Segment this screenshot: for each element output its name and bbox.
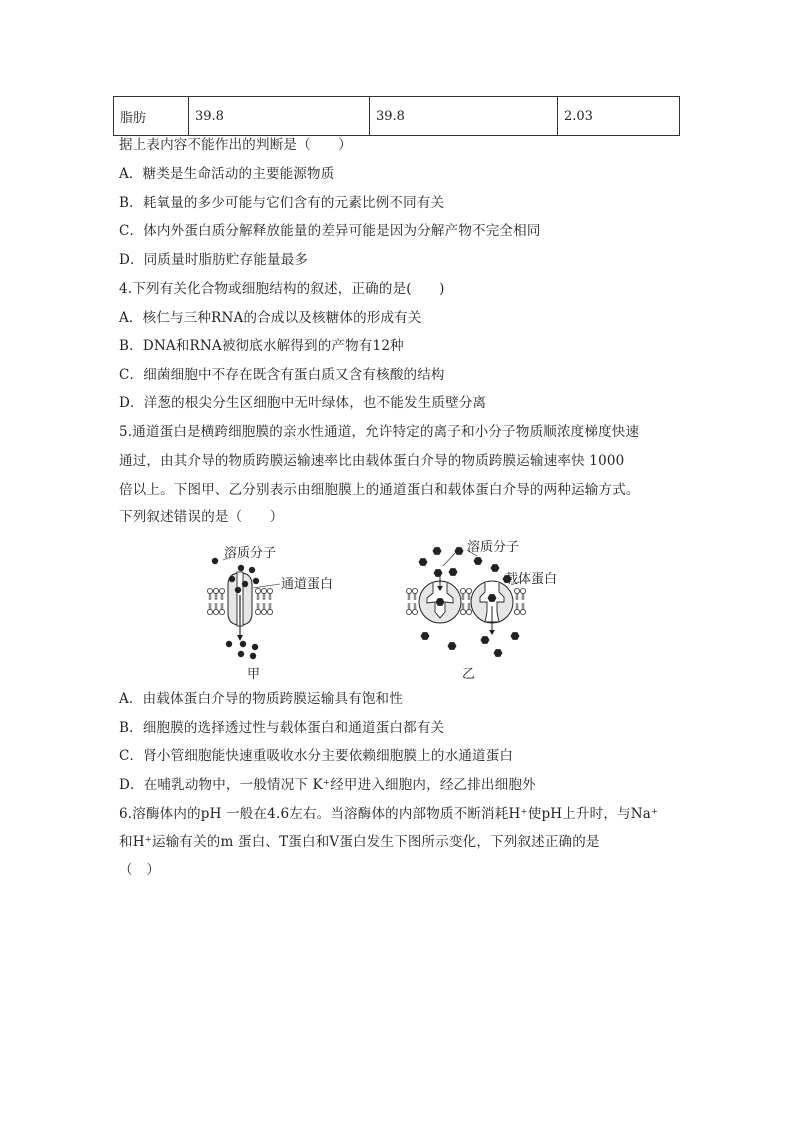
phospholipid-head [460, 588, 465, 600]
phospholipid-head [406, 603, 411, 615]
q5-option-d: D．在哺乳动物中，一般情况下 K⁺经甲进入细胞内，经乙排出细胞外 [119, 777, 536, 793]
phospholipid-head [261, 603, 266, 615]
q4-option-c: C．细菌细胞中不存在既含有蛋白质又含有核酸的结构 [119, 367, 445, 383]
transport-figure [195, 540, 565, 685]
nutrient-table [113, 96, 680, 136]
phospholipid-head [213, 588, 218, 600]
q3-stem: 据上表内容不能作出的判断是（ ） [119, 137, 352, 153]
phospholipid-head [406, 588, 411, 600]
phospholipid-head [267, 588, 272, 600]
channel-protein-shape [228, 572, 252, 641]
q5-stem-line-4: 下列叙述错误的是（ ） [119, 509, 284, 525]
phospholipid-head [207, 588, 212, 600]
q5-stem-line-3: 倍以上。下图甲、乙分别表示由细胞膜上的通道蛋白和载体蛋白介导的两种运输方式。 [119, 482, 640, 498]
carrier-protein-label: 载体蛋白 [505, 572, 558, 587]
phospholipid-head [219, 603, 224, 615]
table-cell-value-3: 2.03 [558, 97, 680, 136]
phospholipid-head [261, 588, 266, 600]
q3-option-c: C．体内外蛋白质分解释放能量的差异可能是因为分解产物不完全相同 [119, 223, 541, 239]
phospholipid-head [213, 603, 218, 615]
phospholipid-head [514, 588, 519, 600]
jia-caption: 甲 [247, 667, 261, 682]
q3-option-d: D．同质量时脂肪贮存能量最多 [119, 252, 309, 268]
q4-option-b: B．DNA和RNA被彻底水解得到的产物有12种 [119, 338, 404, 354]
diagram-yi [406, 540, 557, 682]
q5-stem-line-1: 5.通道蛋白是横跨细胞膜的亲水性通道，允许特定的离子和小分子物质顺浓度梯度快速 [119, 424, 640, 440]
solute-dots-inside-jia [226, 641, 258, 659]
channel-protein-label: 通道蛋白 [281, 577, 334, 592]
q4-option-d: D．洋葱的根尖分生区细胞中无叶绿体，也不能发生质壁分离 [119, 395, 487, 411]
diagram-jia [207, 545, 333, 682]
phospholipid-head [412, 588, 417, 600]
q5-option-b: B．细胞膜的选择透过性与载体蛋白和通道蛋白都有关 [119, 720, 445, 736]
q4-option-a: A．核仁与三种RNA的合成以及核糖体的形成有关 [119, 310, 422, 326]
yi-solute-label: 溶质分子 [467, 540, 520, 555]
phospholipid-head [219, 588, 224, 600]
phospholipid-head [207, 603, 212, 615]
q6-stem-line-1: 6.溶酶体内的pH 一般在4.6左右。当溶酶体的内部物质不断消耗H⁺使pH上升时，与Na⁺ [119, 806, 659, 822]
q5-stem-line-2: 通过，由其介导的物质跨膜运输速率比由载体蛋白介导的物质跨膜运输速率快 1000 [119, 453, 625, 469]
phospholipid-head [412, 603, 417, 615]
phospholipid-head [520, 603, 525, 615]
phospholipid-head [267, 603, 272, 615]
table-cell-value-2: 39.8 [370, 97, 558, 136]
table-cell-name: 脂肪 [114, 97, 189, 136]
q6-stem-line-2: 和H⁺运输有关的m 蛋白、T蛋白和V蛋白发生下图所示变化，下列叙述正确的是 [119, 834, 600, 850]
q4-stem: 4.下列有关化合物或细胞结构的叙述，正确的是( ) [119, 281, 445, 297]
q3-option-b: B．耗氧量的多少可能与它们含有的元素比例不同有关 [119, 195, 445, 211]
jia-solute-label: 溶质分子 [224, 546, 277, 561]
phospholipid-head [255, 603, 260, 615]
solute-hexagons-inside-yi [421, 632, 520, 657]
table-cell-value-1: 39.8 [189, 97, 370, 136]
carrier-protein-shape-1 [419, 575, 461, 623]
phospholipid-head [514, 603, 519, 615]
phospholipid-head [466, 588, 471, 600]
phospholipid-head [520, 588, 525, 600]
q6-stem-line-3: （ ） [119, 862, 161, 878]
table-row [114, 97, 680, 136]
q5-option-a: A．由载体蛋白介导的物质跨膜运输具有饱和性 [119, 691, 403, 707]
yi-caption: 乙 [462, 667, 476, 682]
q3-option-a: A．糖类是生命活动的主要能源物质 [119, 166, 335, 182]
q5-option-c: C．肾小管细胞能快速重吸收水分主要依赖细胞膜上的水通道蛋白 [119, 748, 514, 764]
phospholipid-head [255, 588, 260, 600]
carrier-protein-shape-2 [471, 581, 513, 635]
